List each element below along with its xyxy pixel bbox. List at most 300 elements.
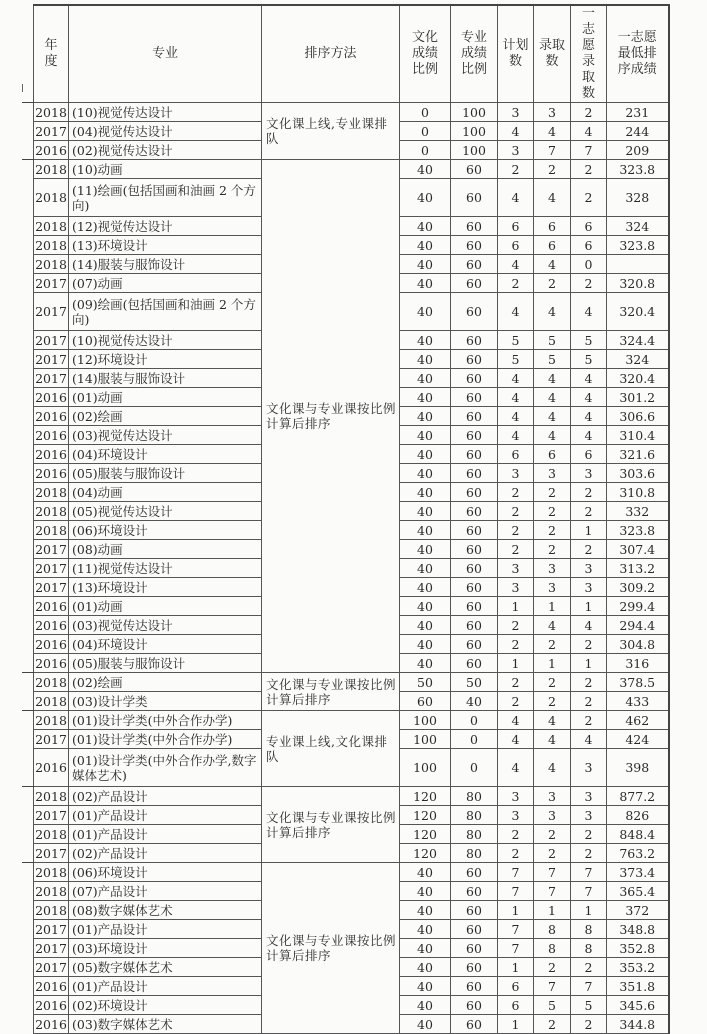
major-cell: (03)设计学类 bbox=[69, 692, 262, 711]
year-cell: 2018 bbox=[35, 218, 67, 234]
admitted-cell: 4 bbox=[534, 255, 571, 274]
admitted-cell: 7 bbox=[534, 863, 571, 882]
section-mark bbox=[22, 102, 34, 103]
section-mark bbox=[22, 786, 34, 787]
major-cell: (01)动画 bbox=[69, 388, 262, 407]
table-row bbox=[34, 787, 669, 806]
method-cell: 文化课与专业课按比例计算后排序 bbox=[262, 863, 400, 1034]
culture-ratio-cell: 40 bbox=[400, 863, 451, 882]
admitted-cell: 6 bbox=[534, 236, 571, 255]
plan-cell: 2 bbox=[498, 825, 534, 844]
culture-ratio-cell: 40 bbox=[400, 483, 451, 502]
major-cell: (05)服装与服饰设计 bbox=[69, 654, 262, 673]
culture-ratio-cell: 40 bbox=[400, 654, 451, 673]
plan-cell: 1 bbox=[498, 654, 534, 673]
prof-ratio-cell: 60 bbox=[451, 996, 498, 1015]
year-cell: 2016 bbox=[35, 408, 67, 424]
major-cell: (09)绘画(包括国画和油画 2 个方向) bbox=[69, 293, 262, 331]
culture-ratio-cell: 40 bbox=[400, 445, 451, 464]
first-choice-min-cell: 323.8 bbox=[607, 521, 669, 540]
first-choice-admitted-cell: 2 bbox=[571, 673, 607, 692]
first-choice-admitted-cell: 7 bbox=[571, 882, 607, 901]
admitted-cell: 3 bbox=[534, 787, 571, 806]
plan-cell: 4 bbox=[498, 179, 534, 217]
prof-ratio-cell: 60 bbox=[451, 958, 498, 977]
first-choice-admitted-cell: 2 bbox=[571, 1015, 607, 1034]
prof-ratio-cell: 100 bbox=[451, 122, 498, 141]
first-choice-admitted-cell: 3 bbox=[571, 578, 607, 597]
plan-cell: 3 bbox=[498, 787, 534, 806]
first-choice-admitted-cell: 4 bbox=[571, 388, 607, 407]
year-cell: 2017 bbox=[35, 940, 67, 956]
plan-cell: 2 bbox=[498, 540, 534, 559]
first-choice-min-cell: 320.4 bbox=[607, 369, 669, 388]
major-cell: (03)视觉传达设计 bbox=[69, 616, 262, 635]
admitted-cell: 2 bbox=[534, 825, 571, 844]
plan-cell: 3 bbox=[498, 559, 534, 578]
first-choice-min-cell: 323.8 bbox=[607, 160, 669, 179]
prof-ratio-cell: 60 bbox=[451, 901, 498, 920]
admitted-cell: 2 bbox=[534, 958, 571, 977]
culture-ratio-cell: 40 bbox=[400, 502, 451, 521]
admitted-cell: 2 bbox=[534, 844, 571, 863]
prof-ratio-cell: 60 bbox=[451, 464, 498, 483]
admitted-cell: 2 bbox=[534, 502, 571, 521]
first-choice-min-cell: 877.2 bbox=[607, 787, 669, 806]
year-cell: 2018 bbox=[35, 712, 67, 728]
first-choice-admitted-cell: 2 bbox=[571, 692, 607, 711]
culture-ratio-cell: 40 bbox=[400, 559, 451, 578]
culture-ratio-cell: 40 bbox=[400, 369, 451, 388]
culture-ratio-cell: 120 bbox=[400, 787, 451, 806]
first-choice-admitted-cell: 5 bbox=[571, 350, 607, 369]
header-admitted: 录取数 bbox=[534, 5, 571, 103]
prof-ratio-cell: 60 bbox=[451, 882, 498, 901]
year-cell: 2017 bbox=[34, 293, 69, 331]
year-cell: 2016 bbox=[35, 978, 67, 994]
year-cell: 2018 bbox=[35, 104, 67, 120]
first-choice-min-cell: 324 bbox=[607, 350, 669, 369]
first-choice-min-cell: 353.2 bbox=[607, 958, 669, 977]
first-choice-min-cell: 372 bbox=[607, 901, 669, 920]
culture-ratio-cell: 40 bbox=[400, 217, 451, 236]
year-cell: 2016 bbox=[35, 598, 67, 614]
major-cell: (02)绘画 bbox=[69, 673, 262, 692]
admitted-cell: 2 bbox=[534, 1015, 571, 1034]
first-choice-min-cell: 462 bbox=[607, 711, 669, 730]
section-mark bbox=[22, 710, 34, 711]
prof-ratio-cell: 60 bbox=[451, 597, 498, 616]
plan-cell: 2 bbox=[498, 274, 534, 293]
major-cell: (02)环境设计 bbox=[69, 996, 262, 1015]
admitted-cell: 2 bbox=[534, 635, 571, 654]
plan-cell: 3 bbox=[498, 578, 534, 597]
admitted-cell: 5 bbox=[534, 996, 571, 1015]
year-cell: 2016 bbox=[35, 997, 67, 1013]
culture-ratio-cell: 100 bbox=[400, 749, 451, 787]
major-cell: (08)数字媒体艺术 bbox=[69, 901, 262, 920]
first-choice-min-cell: 321.6 bbox=[607, 445, 669, 464]
first-choice-admitted-cell: 3 bbox=[571, 787, 607, 806]
year-cell: 2016 bbox=[35, 389, 67, 405]
culture-ratio-cell: 40 bbox=[400, 350, 451, 369]
culture-ratio-cell: 40 bbox=[400, 616, 451, 635]
prof-ratio-cell: 60 bbox=[451, 274, 498, 293]
admitted-cell: 5 bbox=[534, 350, 571, 369]
culture-ratio-cell: 40 bbox=[400, 160, 451, 179]
first-choice-admitted-cell: 2 bbox=[571, 711, 607, 730]
first-choice-min-cell: 303.6 bbox=[607, 464, 669, 483]
admitted-cell: 2 bbox=[534, 274, 571, 293]
culture-ratio-cell: 0 bbox=[400, 103, 451, 122]
plan-cell: 4 bbox=[498, 407, 534, 426]
prof-ratio-cell: 60 bbox=[451, 521, 498, 540]
first-choice-min-cell: 826 bbox=[607, 806, 669, 825]
plan-cell: 4 bbox=[498, 369, 534, 388]
prof-ratio-cell: 0 bbox=[451, 730, 498, 749]
major-cell: (06)环境设计 bbox=[69, 863, 262, 882]
major-cell: (02)视觉传达设计 bbox=[69, 141, 262, 160]
major-cell: (01)设计学类(中外合作办学) bbox=[69, 730, 262, 749]
first-choice-min-cell: 310.4 bbox=[607, 426, 669, 445]
major-cell: (04)视觉传达设计 bbox=[69, 122, 262, 141]
first-choice-min-cell: 328 bbox=[607, 179, 669, 217]
first-choice-admitted-cell: 7 bbox=[571, 141, 607, 160]
plan-cell: 7 bbox=[498, 863, 534, 882]
first-choice-admitted-cell: 7 bbox=[571, 863, 607, 882]
year-cell: 2017 bbox=[35, 370, 67, 386]
first-choice-admitted-cell: 3 bbox=[571, 806, 607, 825]
prof-ratio-cell: 60 bbox=[451, 236, 498, 255]
culture-ratio-cell: 40 bbox=[400, 540, 451, 559]
section-mark bbox=[22, 862, 34, 863]
prof-ratio-cell: 60 bbox=[451, 559, 498, 578]
admitted-cell: 6 bbox=[534, 217, 571, 236]
major-cell: (10)动画 bbox=[69, 160, 262, 179]
major-cell: (14)服装与服饰设计 bbox=[69, 255, 262, 274]
year-cell: 2018 bbox=[35, 693, 67, 709]
prof-ratio-cell: 60 bbox=[451, 369, 498, 388]
year-cell: 2017 bbox=[35, 845, 67, 861]
admitted-cell: 4 bbox=[534, 407, 571, 426]
plan-cell: 4 bbox=[498, 293, 534, 331]
admitted-cell: 1 bbox=[534, 654, 571, 673]
culture-ratio-cell: 40 bbox=[400, 939, 451, 958]
major-cell: (08)动画 bbox=[69, 540, 262, 559]
first-choice-admitted-cell: 3 bbox=[571, 749, 607, 787]
first-choice-min-cell: 209 bbox=[607, 141, 669, 160]
culture-ratio-cell: 40 bbox=[400, 1015, 451, 1034]
header-major: 专业 bbox=[69, 5, 262, 103]
header-method: 排序方法 bbox=[262, 5, 400, 103]
culture-ratio-cell: 0 bbox=[400, 122, 451, 141]
year-cell: 2018 bbox=[35, 883, 67, 899]
plan-cell: 3 bbox=[498, 103, 534, 122]
culture-ratio-cell: 40 bbox=[400, 407, 451, 426]
admitted-cell: 4 bbox=[534, 293, 571, 331]
admitted-cell: 7 bbox=[534, 977, 571, 996]
plan-cell: 3 bbox=[498, 464, 534, 483]
culture-ratio-cell: 40 bbox=[400, 236, 451, 255]
first-choice-admitted-cell: 3 bbox=[571, 464, 607, 483]
first-choice-admitted-cell: 4 bbox=[571, 369, 607, 388]
major-cell: (04)动画 bbox=[69, 483, 262, 502]
year-cell: 2016 bbox=[35, 655, 67, 671]
plan-cell: 7 bbox=[498, 920, 534, 939]
first-choice-min-cell: 345.6 bbox=[607, 996, 669, 1015]
prof-ratio-cell: 60 bbox=[451, 540, 498, 559]
table-row bbox=[34, 160, 669, 179]
method-cell: 文化课与专业课按比例计算后排序 bbox=[262, 673, 400, 711]
culture-ratio-cell: 40 bbox=[400, 882, 451, 901]
year-cell: 2016 bbox=[35, 446, 67, 462]
first-choice-admitted-cell: 5 bbox=[571, 331, 607, 350]
major-cell: (05)服装与服饰设计 bbox=[69, 464, 262, 483]
year-cell: 2016 bbox=[35, 617, 67, 633]
year-cell: 2017 bbox=[35, 275, 67, 291]
culture-ratio-cell: 40 bbox=[400, 958, 451, 977]
admitted-cell: 4 bbox=[534, 730, 571, 749]
plan-cell: 4 bbox=[498, 730, 534, 749]
year-cell: 2018 bbox=[35, 503, 67, 519]
year-cell: 2016 bbox=[35, 636, 67, 652]
first-choice-min-cell: 310.8 bbox=[607, 483, 669, 502]
major-cell: (11)视觉传达设计 bbox=[69, 559, 262, 578]
first-choice-admitted-cell: 4 bbox=[571, 616, 607, 635]
first-choice-admitted-cell: 7 bbox=[571, 977, 607, 996]
culture-ratio-cell: 40 bbox=[400, 274, 451, 293]
first-choice-admitted-cell: 5 bbox=[571, 996, 607, 1015]
first-choice-admitted-cell: 0 bbox=[571, 255, 607, 274]
admitted-cell: 1 bbox=[534, 901, 571, 920]
admitted-cell: 3 bbox=[534, 578, 571, 597]
plan-cell: 2 bbox=[498, 483, 534, 502]
first-choice-min-cell: 332 bbox=[607, 502, 669, 521]
prof-ratio-cell: 80 bbox=[451, 787, 498, 806]
major-cell: (01)产品设计 bbox=[69, 825, 262, 844]
first-choice-min-cell: 307.4 bbox=[607, 540, 669, 559]
admitted-cell: 2 bbox=[534, 483, 571, 502]
admitted-cell: 8 bbox=[534, 939, 571, 958]
plan-cell: 6 bbox=[498, 217, 534, 236]
admitted-cell: 4 bbox=[534, 388, 571, 407]
major-cell: (05)视觉传达设计 bbox=[69, 502, 262, 521]
admitted-cell: 4 bbox=[534, 179, 571, 217]
major-cell: (04)环境设计 bbox=[69, 445, 262, 464]
major-cell: (01)产品设计 bbox=[69, 977, 262, 996]
first-choice-min-cell: 344.8 bbox=[607, 1015, 669, 1034]
first-choice-admitted-cell: 4 bbox=[571, 122, 607, 141]
table-row bbox=[34, 711, 669, 730]
major-cell: (14)服装与服饰设计 bbox=[69, 369, 262, 388]
prof-ratio-cell: 50 bbox=[451, 673, 498, 692]
major-cell: (06)环境设计 bbox=[69, 521, 262, 540]
header-first-choice-min: 一志愿最低排序成绩 bbox=[607, 5, 669, 103]
first-choice-admitted-cell: 4 bbox=[571, 730, 607, 749]
culture-ratio-cell: 40 bbox=[400, 464, 451, 483]
admitted-cell: 2 bbox=[534, 521, 571, 540]
plan-cell: 6 bbox=[498, 445, 534, 464]
first-choice-admitted-cell: 8 bbox=[571, 920, 607, 939]
admitted-cell: 7 bbox=[534, 882, 571, 901]
table-body bbox=[34, 103, 669, 1034]
culture-ratio-cell: 100 bbox=[400, 711, 451, 730]
admitted-cell: 1 bbox=[534, 597, 571, 616]
major-cell: (12)视觉传达设计 bbox=[69, 217, 262, 236]
year-cell: 2018 bbox=[35, 237, 67, 253]
prof-ratio-cell: 60 bbox=[451, 407, 498, 426]
admitted-cell: 6 bbox=[534, 445, 571, 464]
plan-cell: 6 bbox=[498, 977, 534, 996]
plan-cell: 4 bbox=[498, 388, 534, 407]
table-row bbox=[34, 673, 669, 692]
prof-ratio-cell: 60 bbox=[451, 179, 498, 217]
major-cell: (07)产品设计 bbox=[69, 882, 262, 901]
first-choice-min-cell: 324.4 bbox=[607, 331, 669, 350]
prof-ratio-cell: 0 bbox=[451, 711, 498, 730]
first-choice-admitted-cell: 2 bbox=[571, 825, 607, 844]
culture-ratio-cell: 40 bbox=[400, 578, 451, 597]
major-cell: (02)产品设计 bbox=[69, 787, 262, 806]
plan-cell: 1 bbox=[498, 597, 534, 616]
culture-ratio-cell: 120 bbox=[400, 806, 451, 825]
prof-ratio-cell: 60 bbox=[451, 388, 498, 407]
first-choice-min-cell: 398 bbox=[607, 749, 669, 787]
culture-ratio-cell: 40 bbox=[400, 255, 451, 274]
major-cell: (03)数字媒体艺术 bbox=[69, 1015, 262, 1034]
admitted-cell: 3 bbox=[534, 806, 571, 825]
admitted-cell: 4 bbox=[534, 749, 571, 787]
culture-ratio-cell: 60 bbox=[400, 692, 451, 711]
plan-cell: 5 bbox=[498, 331, 534, 350]
prof-ratio-cell: 80 bbox=[451, 825, 498, 844]
year-cell: 2016 bbox=[35, 1016, 67, 1032]
culture-ratio-cell: 40 bbox=[400, 977, 451, 996]
first-choice-min-cell: 316 bbox=[607, 654, 669, 673]
admitted-cell: 3 bbox=[534, 464, 571, 483]
header-first-choice-admitted: 一志愿录取数 bbox=[571, 5, 607, 103]
first-choice-min-cell: 424 bbox=[607, 730, 669, 749]
prof-ratio-cell: 80 bbox=[451, 844, 498, 863]
prof-ratio-cell: 100 bbox=[451, 103, 498, 122]
culture-ratio-cell: 40 bbox=[400, 597, 451, 616]
method-cell: 文化课与专业课按比例计算后排序 bbox=[262, 787, 400, 863]
plan-cell: 1 bbox=[498, 901, 534, 920]
header-culture-ratio: 文化成绩比例 bbox=[400, 5, 451, 103]
major-cell: (02)绘画 bbox=[69, 407, 262, 426]
admitted-cell: 5 bbox=[534, 331, 571, 350]
first-choice-min-cell: 373.4 bbox=[607, 863, 669, 882]
first-choice-min-cell: 348.8 bbox=[607, 920, 669, 939]
prof-ratio-cell: 60 bbox=[451, 654, 498, 673]
first-choice-min-cell: 433 bbox=[607, 692, 669, 711]
culture-ratio-cell: 40 bbox=[400, 426, 451, 445]
margin-tick bbox=[22, 84, 23, 92]
plan-cell: 6 bbox=[498, 236, 534, 255]
first-choice-admitted-cell: 1 bbox=[571, 597, 607, 616]
prof-ratio-cell: 60 bbox=[451, 293, 498, 331]
culture-ratio-cell: 40 bbox=[400, 635, 451, 654]
first-choice-min-cell: 294.4 bbox=[607, 616, 669, 635]
plan-cell: 2 bbox=[498, 635, 534, 654]
header-plan: 计划数 bbox=[498, 5, 534, 103]
admitted-cell: 3 bbox=[534, 559, 571, 578]
header-prof-ratio: 专业成绩比例 bbox=[451, 5, 498, 103]
first-choice-admitted-cell: 2 bbox=[571, 179, 607, 217]
year-cell: 2018 bbox=[35, 788, 67, 804]
prof-ratio-cell: 60 bbox=[451, 863, 498, 882]
prof-ratio-cell: 60 bbox=[451, 255, 498, 274]
plan-cell: 2 bbox=[498, 521, 534, 540]
method-cell: 文化课上线,专业课排队 bbox=[262, 103, 400, 160]
prof-ratio-cell: 60 bbox=[451, 331, 498, 350]
major-cell: (02)产品设计 bbox=[69, 844, 262, 863]
prof-ratio-cell: 60 bbox=[451, 483, 498, 502]
first-choice-admitted-cell: 2 bbox=[571, 103, 607, 122]
year-cell: 2017 bbox=[35, 560, 67, 576]
plan-cell: 2 bbox=[498, 673, 534, 692]
prof-ratio-cell: 60 bbox=[451, 616, 498, 635]
prof-ratio-cell: 60 bbox=[451, 350, 498, 369]
major-cell: (01)产品设计 bbox=[69, 806, 262, 825]
year-cell: 2017 bbox=[35, 351, 67, 367]
prof-ratio-cell: 60 bbox=[451, 977, 498, 996]
prof-ratio-cell: 60 bbox=[451, 445, 498, 464]
year-cell: 2018 bbox=[35, 161, 67, 177]
first-choice-min-cell: 351.8 bbox=[607, 977, 669, 996]
first-choice-min-cell bbox=[607, 255, 669, 274]
admitted-cell: 2 bbox=[534, 673, 571, 692]
admitted-cell: 4 bbox=[534, 616, 571, 635]
table-row bbox=[34, 863, 669, 882]
admitted-cell: 4 bbox=[534, 122, 571, 141]
prof-ratio-cell: 60 bbox=[451, 578, 498, 597]
first-choice-admitted-cell: 2 bbox=[571, 502, 607, 521]
major-cell: (03)环境设计 bbox=[69, 939, 262, 958]
first-choice-min-cell: 313.2 bbox=[607, 559, 669, 578]
plan-cell: 4 bbox=[498, 711, 534, 730]
first-choice-min-cell: 304.8 bbox=[607, 635, 669, 654]
year-cell: 2017 bbox=[35, 123, 67, 139]
plan-cell: 4 bbox=[498, 749, 534, 787]
year-cell: 2017 bbox=[35, 332, 67, 348]
year-cell: 2016 bbox=[34, 749, 69, 787]
section-mark bbox=[22, 672, 34, 673]
year-cell: 2018 bbox=[35, 256, 67, 272]
year-cell: 2017 bbox=[35, 579, 67, 595]
major-cell: (01)产品设计 bbox=[69, 920, 262, 939]
major-cell: (03)视觉传达设计 bbox=[69, 426, 262, 445]
plan-cell: 2 bbox=[498, 502, 534, 521]
first-choice-min-cell: 309.2 bbox=[607, 578, 669, 597]
admitted-cell: 2 bbox=[534, 692, 571, 711]
header-year: 年度 bbox=[34, 5, 69, 103]
year-cell: 2018 bbox=[34, 179, 69, 217]
year-cell: 2018 bbox=[35, 864, 67, 880]
year-cell: 2016 bbox=[35, 427, 67, 443]
plan-cell: 4 bbox=[498, 122, 534, 141]
prof-ratio-cell: 100 bbox=[451, 141, 498, 160]
year-cell: 2018 bbox=[35, 484, 67, 500]
year-cell: 2018 bbox=[35, 826, 67, 842]
prof-ratio-cell: 60 bbox=[451, 160, 498, 179]
first-choice-admitted-cell: 1 bbox=[571, 521, 607, 540]
first-choice-admitted-cell: 6 bbox=[571, 217, 607, 236]
major-cell: (04)环境设计 bbox=[69, 635, 262, 654]
major-cell: (13)环境设计 bbox=[69, 236, 262, 255]
culture-ratio-cell: 120 bbox=[400, 825, 451, 844]
admitted-cell: 2 bbox=[534, 540, 571, 559]
